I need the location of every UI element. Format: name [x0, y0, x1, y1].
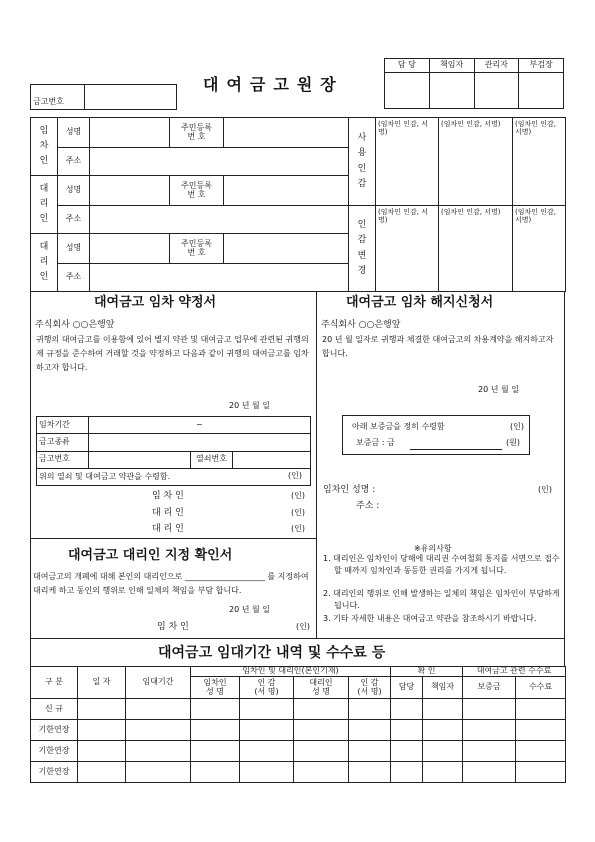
contract-seal-2: (인): [291, 508, 305, 517]
row-cell[interactable]: [516, 699, 566, 720]
agent1-name-field[interactable]: [90, 176, 170, 206]
row-cell[interactable]: [191, 720, 240, 741]
row-cell[interactable]: [349, 741, 391, 762]
row-cell[interactable]: [349, 699, 391, 720]
agent2-name-field[interactable]: [90, 234, 170, 264]
contract-signer-2: 대 리 인: [152, 508, 184, 518]
contract-seal-3: (인): [291, 524, 305, 533]
seal-use-box-1[interactable]: (임차인 인감, 서명): [376, 118, 439, 206]
agent-confirm-title: 대여금고 대리인 지정 확인서: [68, 548, 233, 563]
row-cell[interactable]: [126, 741, 191, 762]
termination-renter-name: 임차인 성명 :: [323, 485, 376, 495]
termination-body: 20 년 월 일자로 귀행과 체결한 대여금고의 차용계약을 해지하고자 합니다.: [322, 335, 554, 358]
col-renter-name: 임차인 성 명: [191, 677, 240, 699]
contract-signer-3: 대 리 인: [152, 524, 184, 534]
renter-name-label: 성명: [58, 118, 90, 148]
row-cell[interactable]: [78, 741, 126, 762]
approval-admin-sign[interactable]: [474, 73, 519, 109]
row-cell[interactable]: [126, 720, 191, 741]
row-cell[interactable]: [240, 762, 294, 783]
contract-date: 20 년 월 일: [229, 401, 270, 410]
row-cell[interactable]: [78, 720, 126, 741]
middle-hdivider: [30, 538, 317, 539]
row-cell[interactable]: [391, 720, 423, 741]
agent1-address-field[interactable]: [90, 206, 349, 234]
seal-change-box-1[interactable]: (임차인 인감, 서명): [376, 206, 439, 292]
row-cell[interactable]: [294, 720, 349, 741]
row-cell[interactable]: [78, 699, 126, 720]
note-item-3: 3. 기타 자세한 내용은 대여금고 약관을 참조하시기 바랍니다.: [323, 614, 537, 623]
approval-staff-sign[interactable]: [385, 73, 430, 109]
deposit-amount-label: 보증금 : 금: [356, 438, 395, 447]
col-agent-name: 대리인 성 명: [294, 677, 349, 699]
approval-inspector-sign[interactable]: [519, 73, 564, 109]
row-cell[interactable]: [516, 720, 566, 741]
group-fee: 대여금고 관련 수수료: [463, 667, 566, 677]
contract-table: [36, 416, 311, 486]
termination-title: 대여금고 임차 해지신청서: [346, 295, 494, 310]
approval-inspector-label: 부검장: [519, 59, 564, 73]
note-item-2: 2. 대리인의 행위로 인해 발생하는 일체의 책임은 임차인이 부담하게 됩니다.: [323, 589, 560, 610]
note-item-1: 1. 대리인은 임차인이 당해에 대리권 수여철회 통지를 서면으로 접수 할 때까지 임차인과 동등한 권리를 가지게 됩니다.: [323, 554, 560, 575]
key-no-label: 열쇠번호: [191, 451, 233, 468]
termination-bank: 주식회사 ○○은행앞: [321, 320, 401, 330]
vault-number-box: [30, 84, 177, 110]
agent1-name-label: 성명: [58, 176, 90, 206]
contract-seal-1: (인): [291, 491, 305, 500]
period-field[interactable]: ~: [89, 417, 311, 434]
key-no-field[interactable]: [233, 451, 311, 468]
agent-confirm-seal: (인): [296, 622, 310, 631]
vault-number-field[interactable]: [85, 85, 177, 110]
seal-use-box-2[interactable]: (임차인 인감, 서명): [439, 118, 513, 206]
row-cell[interactable]: [391, 741, 423, 762]
row-cell[interactable]: [349, 762, 391, 783]
row-type: 기한연장: [31, 762, 78, 783]
group-signer: 임차인 및 대리인(본인기재): [191, 667, 391, 677]
termination-seal: (인): [538, 485, 552, 494]
agent2-id-label: 주민등록 번 호: [170, 234, 224, 264]
parties-table: [30, 117, 566, 292]
table-row: [31, 720, 566, 741]
row-cell[interactable]: [349, 720, 391, 741]
deposit-won: (원): [506, 438, 520, 447]
row-cell[interactable]: [126, 699, 191, 720]
deposit-amount-line: [410, 449, 502, 450]
row-cell[interactable]: [294, 762, 349, 783]
col-agent-seal: 인 감 (서 명): [349, 677, 391, 699]
row-cell[interactable]: [516, 762, 566, 783]
row-cell[interactable]: [191, 699, 240, 720]
renter-address-field[interactable]: [90, 148, 349, 176]
approval-manager-label: 책임자: [429, 59, 474, 73]
deposit-seal: (인): [510, 422, 524, 431]
approval-manager-sign[interactable]: [429, 73, 474, 109]
agent2-label: 대 리 인: [31, 234, 58, 292]
seal-change-box-2[interactable]: (임차인 인감, 서명): [439, 206, 513, 292]
row-type: 신 규: [31, 699, 78, 720]
renter-id-field[interactable]: [224, 118, 349, 148]
deposit-line: 아래 보증금을 정히 수령함: [352, 422, 445, 431]
approval-box: [384, 58, 564, 109]
approval-admin-label: 관리자: [474, 59, 519, 73]
table-row: [31, 741, 566, 762]
receipt-confirm: 위의 열쇠 및 대여금고 약관을 수령함. (인): [37, 468, 311, 485]
row-cell[interactable]: [463, 762, 516, 783]
table-row: [31, 699, 566, 720]
row-cell[interactable]: [423, 720, 463, 741]
vault-no-field[interactable]: [89, 451, 191, 468]
history-table: [30, 666, 566, 783]
seal-use-label: 사 용 인 감: [349, 118, 376, 206]
renter-address-label: 주소: [58, 148, 90, 176]
contract-title: 대여금고 임차 약정서: [94, 295, 217, 310]
notes-title: ※유의사항: [414, 544, 452, 553]
row-cell[interactable]: [463, 699, 516, 720]
agent1-label: 대 리 인: [31, 176, 58, 234]
col-manager: 책임자: [423, 677, 463, 699]
row-cell[interactable]: [391, 762, 423, 783]
row-cell[interactable]: [240, 741, 294, 762]
col-date: 일 자: [78, 667, 126, 699]
agent1-id-field[interactable]: [224, 176, 349, 206]
vault-type-field[interactable]: [89, 434, 311, 451]
agent2-address-label: 주소: [58, 264, 90, 292]
table-row: [31, 762, 566, 783]
col-fee: 수수료: [516, 677, 566, 699]
row-cell[interactable]: [516, 741, 566, 762]
row-cell[interactable]: [391, 699, 423, 720]
vault-no-label: 금고번호: [37, 451, 89, 468]
agent1-address-label: 주소: [58, 206, 90, 234]
vault-number-label: 금고번호: [31, 85, 85, 110]
row-cell[interactable]: [240, 699, 294, 720]
contract-body: 귀행의 대여금고를 이용함에 있어 별지 약관 및 대여금고 업무에 관련된 귀행의 제 규정을 준수하여 거래할 것을 약정하고 다음과 같이 귀행의 대여금고를 임차하고자 합니다.: [36, 335, 309, 372]
group-confirm: 확 인: [391, 667, 463, 677]
row-cell[interactable]: [294, 741, 349, 762]
history-title: 대여금고 임대기간 내역 및 수수료 등: [158, 645, 386, 661]
row-cell[interactable]: [191, 762, 240, 783]
row-cell[interactable]: [126, 762, 191, 783]
contract-bank: 주식회사 ○○은행앞: [35, 320, 115, 330]
row-cell[interactable]: [463, 720, 516, 741]
contract-signer-1: 임 차 인: [152, 491, 184, 501]
agent-confirm-signer: 임 차 인: [157, 622, 189, 632]
approval-staff-label: 담 당: [385, 59, 430, 73]
row-cell[interactable]: [423, 699, 463, 720]
middle-divider: [316, 291, 317, 639]
period-label: 임차기간: [37, 417, 89, 434]
row-cell[interactable]: [463, 741, 516, 762]
col-renter-seal: 인 감 (서 명): [240, 677, 294, 699]
renter-label: 임 차 인: [31, 118, 58, 176]
col-period: 임대기간: [126, 667, 191, 699]
agent2-address-field[interactable]: [90, 264, 349, 292]
vault-type-label: 금고종류: [37, 434, 89, 451]
page-title: 대여금고원장: [203, 75, 344, 94]
agent2-name-label: 성명: [58, 234, 90, 264]
termination-renter-addr: 주소 :: [356, 501, 380, 511]
row-cell[interactable]: [78, 762, 126, 783]
row-cell[interactable]: [191, 741, 240, 762]
renter-id-label: 주민등록 번 호: [170, 118, 224, 148]
agent-confirm-date: 20 년 월 일: [229, 605, 270, 614]
termination-date: 20 년 월 일: [478, 385, 519, 394]
row-type: 기한연장: [31, 720, 78, 741]
col-deposit: 보증금: [463, 677, 516, 699]
seal-change-label: 인 감 변 경: [349, 206, 376, 292]
row-cell[interactable]: [240, 720, 294, 741]
row-type: 기한연장: [31, 741, 78, 762]
seal-use-box-3[interactable]: (임차인 인감, 서명): [513, 118, 566, 206]
row-cell[interactable]: [423, 762, 463, 783]
row-cell[interactable]: [294, 699, 349, 720]
agent-confirm-body: 대여금고의 개폐에 대해 본인의 대리인으로 ____________________ 를 지정하여 대리케 하고 동인의 행위로 인해 일체의 책임을 부담 합니다.: [33, 572, 309, 595]
renter-name-field[interactable]: [90, 118, 170, 148]
col-type: 구 분: [31, 667, 78, 699]
col-staff: 담당: [391, 677, 423, 699]
agent2-id-field[interactable]: [224, 234, 349, 264]
agent1-id-label: 주민등록 번 호: [170, 176, 224, 206]
row-cell[interactable]: [423, 741, 463, 762]
seal-change-box-3[interactable]: (임차인 인감, 서명): [513, 206, 566, 292]
